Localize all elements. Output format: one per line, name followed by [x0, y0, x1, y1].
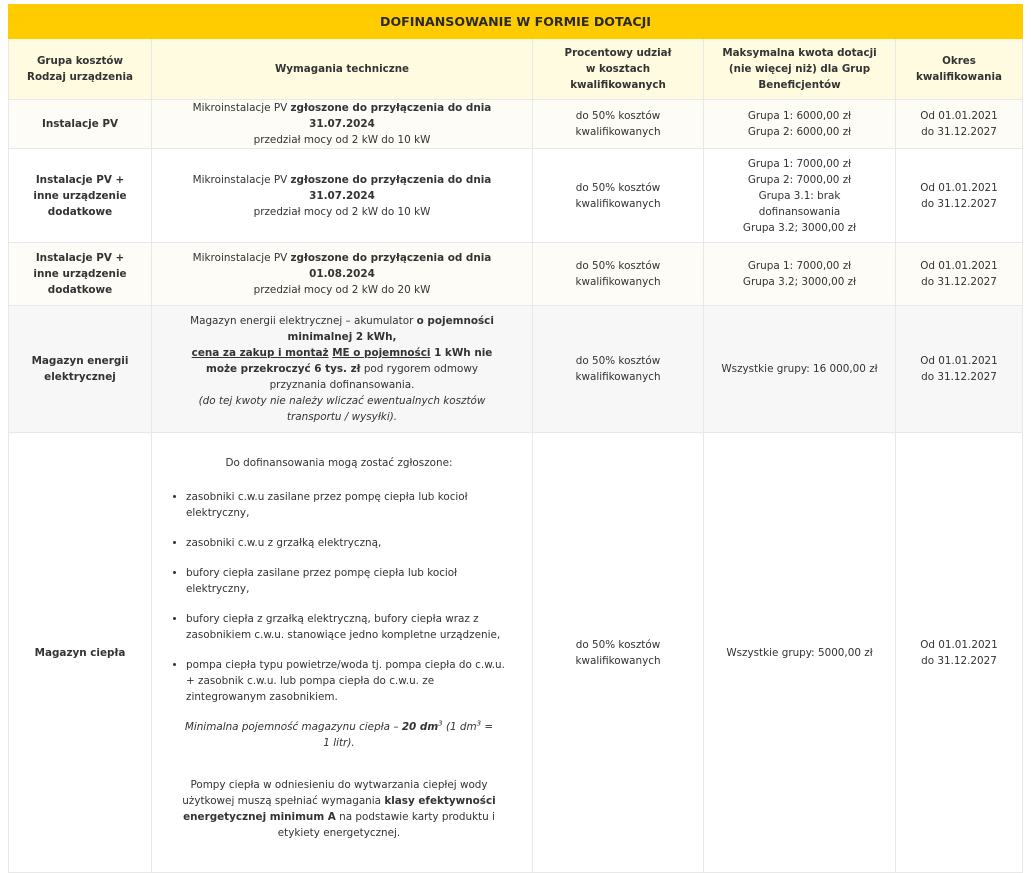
- header-percent: Procentowy udział w kosztach kwalifikowanych: [533, 39, 704, 100]
- percent-line1: do 50% kosztów: [575, 181, 661, 194]
- row-period: [896, 433, 1023, 873]
- row-percent: [533, 149, 704, 243]
- es-text1-bold: o pojemności minimalnej 2 kWh,: [287, 315, 494, 343]
- amount-line: Grupa 2: 7000,00 zł: [747, 173, 852, 186]
- tech-bold: zgłoszone do przyłączenia do dnia 31.07.2024: [290, 102, 492, 130]
- row-group: Instalacje PV + inne urządzenie dodatkowe: [9, 149, 152, 243]
- row-percent: [533, 100, 704, 149]
- hs-sup: 3: [438, 719, 443, 728]
- tech-line2: przedział mocy od 2 kW do 20 kW: [253, 284, 431, 296]
- percent-line2: kwalifikowanych: [575, 276, 661, 288]
- row-amount: Wszystkie grupy: 16 000,00 zł: [704, 306, 896, 433]
- row-amount: [704, 149, 896, 243]
- list-item: • zasobniki c.w.u zasilane przez pompę ciepła lub kocioł elektryczny,: [186, 489, 506, 521]
- row-period: [896, 100, 1023, 149]
- period-from: Od 01.01.2021: [920, 638, 998, 651]
- row-percent: [533, 306, 704, 433]
- list-item: • pompa ciepła typu powietrze/woda tj. pompa ciepła do c.w.u. + zasobnik c.w.u. lub pompa ciepła do c.w.u. ze zintegrowanym zasobnikiem.: [186, 657, 506, 705]
- tech-prefix: Mikroinstalacje PV: [192, 102, 291, 114]
- period-to: do 31.12.2027: [921, 197, 997, 210]
- table-row-energy-storage: [9, 306, 1023, 433]
- percent-line1: do 50% kosztów: [575, 110, 661, 122]
- percent-line2: kwalifikowanych: [575, 126, 661, 138]
- table-row: [9, 149, 1023, 243]
- row-group: Magazyn energii elektrycznej: [9, 306, 152, 433]
- percent-line1: do 50% kosztów: [575, 638, 661, 651]
- amount-line: Grupa 1: 6000,00 zł: [747, 110, 852, 122]
- row-technical: [152, 433, 533, 873]
- list-item: • bufory ciepła zasilane przez pompę ciepła lub kocioł elektryczny,: [186, 565, 506, 597]
- header-group-line1: Grupa kosztów: [36, 55, 124, 67]
- amount-line: Grupa 2: 6000,00 zł: [747, 126, 852, 138]
- row-technical: [152, 306, 533, 433]
- amount-line: Grupa 3.2; 3000,00 zł: [742, 221, 857, 234]
- period-to: do 31.12.2027: [921, 654, 997, 667]
- hs-intro: Do dofinansowania mogą zostać zgłoszone:: [225, 457, 453, 469]
- row-percent: [533, 433, 704, 873]
- period-from: Od 01.01.2021: [920, 181, 998, 194]
- row-amount: Wszystkie grupy: 5000,00 zł: [704, 433, 896, 873]
- amount-line: Grupa 3.1: brak: [758, 189, 841, 202]
- row-group: Instalacje PV + inne urządzenie dodatkowe: [9, 243, 152, 306]
- percent-line1: do 50% kosztów: [575, 355, 661, 367]
- table-title: DOFINANSOWANIE W FORMIE DOTACJI: [9, 5, 1023, 39]
- period-from: Od 01.01.2021: [920, 355, 998, 367]
- header-row: [9, 39, 1023, 100]
- tech-bold: zgłoszone do przyłączenia od dnia 01.08.2024: [290, 252, 492, 280]
- tech-line2: przedział mocy od 2 kW do 10 kW: [253, 134, 431, 146]
- header-group-line2: Rodzaj urządzenia: [27, 71, 133, 83]
- tech-prefix: Mikroinstalacje PV: [192, 252, 291, 264]
- row-technical: [152, 149, 533, 243]
- es-rest: pod rygorem odmowy przyznania dofinansowania.: [269, 363, 478, 391]
- period-from: Od 01.01.2021: [920, 110, 998, 122]
- hs-req-bold: klasy efektywności energetycznej minimum A: [183, 795, 496, 823]
- header-max-amount: Maksymalna kwota dotacji (nie więcej niż) dla Grup Beneficjentów: [704, 39, 896, 100]
- row-period: [896, 306, 1023, 433]
- row-technical: [152, 100, 533, 149]
- hs-min-capacity: [172, 719, 506, 751]
- header-group: [9, 39, 152, 100]
- tech-prefix: Mikroinstalacje PV: [192, 173, 291, 186]
- es-text1: Magazyn energii elektrycznej – akumulator: [190, 315, 417, 327]
- hs-min-value: 20 dm: [401, 721, 439, 733]
- table-row: [9, 243, 1023, 306]
- es-underline1: cena za zakup i montaż: [191, 347, 329, 359]
- percent-line1: do 50% kosztów: [575, 260, 661, 272]
- header-period: Okres kwalifikowania: [896, 39, 1023, 100]
- list-item: • bufory ciepła z grzałką elektryczną, bufory ciepła wraz z zasobnikiem c.w.u. stanowiące jedno kompletne urządzenie,: [186, 611, 506, 643]
- list-item: • zasobniki c.w.u z grzałką elektryczną,: [186, 535, 506, 551]
- subsidy-table: [8, 4, 1023, 873]
- period-to: do 31.12.2027: [921, 276, 997, 288]
- hs-min-label: Minimalna pojemność magazynu ciepła –: [184, 721, 402, 733]
- hs-list: [172, 489, 506, 705]
- percent-line2: kwalifikowanych: [575, 654, 661, 667]
- period-to: do 31.12.2027: [921, 371, 997, 383]
- row-amount: [704, 243, 896, 306]
- hs-paren-open: (1 dm: [442, 721, 477, 733]
- table-row-heat-storage: [9, 433, 1023, 873]
- row-amount: [704, 100, 896, 149]
- row-period: [896, 243, 1023, 306]
- row-technical: [152, 243, 533, 306]
- hs-req-post: na podstawie karty produktu i etykiety energetycznej.: [277, 811, 495, 839]
- es-italic-note: (do tej kwoty nie należy wliczać ewentualnych kosztów transportu / wysyłki).: [198, 395, 486, 423]
- tech-bold: zgłoszone do przyłączenia do dnia 31.07.2024: [290, 173, 492, 202]
- hs-requirement: [172, 777, 506, 841]
- row-group: Magazyn ciepła: [9, 433, 152, 873]
- period-to: do 31.12.2027: [921, 126, 997, 138]
- es-underline2: ME o pojemności: [332, 347, 431, 359]
- hs-sup: 3: [476, 719, 482, 728]
- header-technical: Wymagania techniczne: [152, 39, 533, 100]
- percent-line2: kwalifikowanych: [575, 371, 661, 383]
- percent-line2: kwalifikowanych: [575, 197, 661, 210]
- table-row: [9, 100, 1023, 149]
- tech-line2: przedział mocy od 2 kW do 10 kW: [253, 205, 431, 218]
- row-percent: [533, 243, 704, 306]
- amount-line: Grupa 3.2; 3000,00 zł: [742, 276, 857, 288]
- hs-paren-close: = 1 litr).: [323, 721, 494, 749]
- row-period: [896, 149, 1023, 243]
- amount-line: dofinansowania: [758, 205, 841, 218]
- es-bold: 1 kWh nie może przekroczyć 6 tys. zł: [206, 347, 493, 375]
- amount-line: Grupa 1: 7000,00 zł: [747, 260, 852, 272]
- amount-line: Grupa 1: 7000,00 zł: [747, 157, 852, 170]
- period-from: Od 01.01.2021: [920, 260, 998, 272]
- hs-req-pre: Pompy ciepła w odniesieniu do wytwarzania ciepłej wody użytkowej muszą spełniać wymagania: [182, 779, 488, 807]
- row-group: Instalacje PV: [9, 100, 152, 149]
